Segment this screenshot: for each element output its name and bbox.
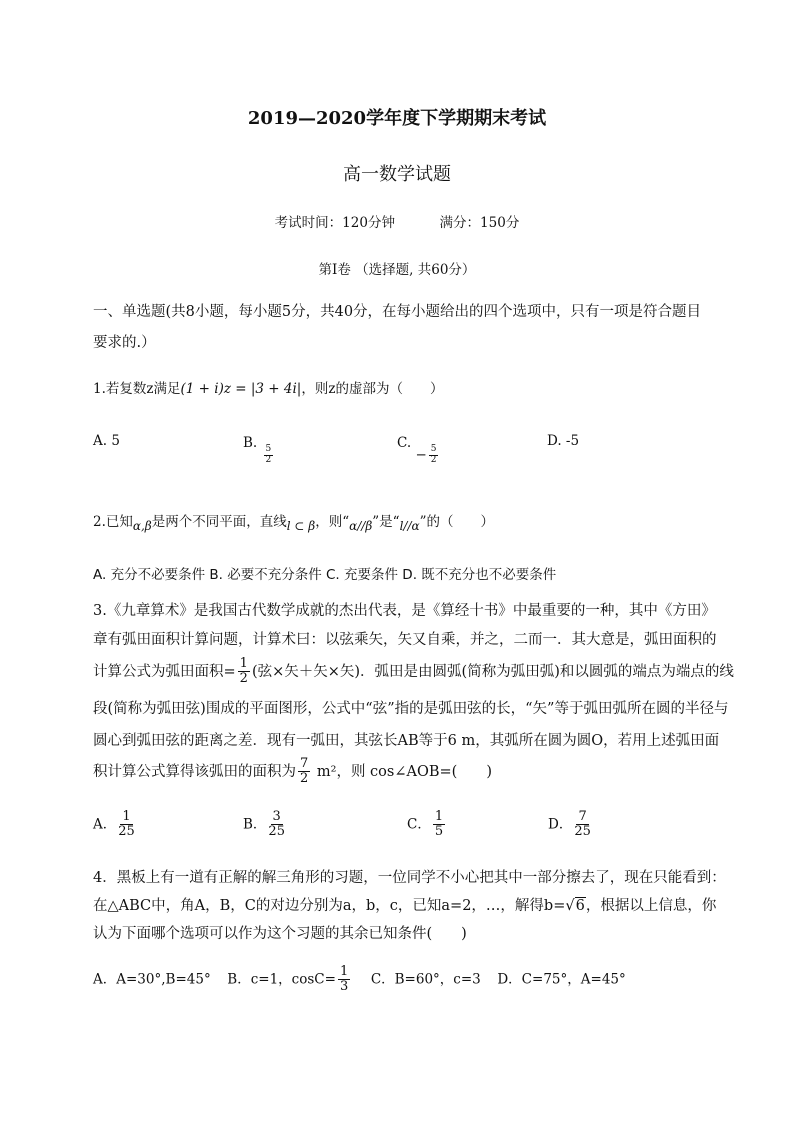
q3-option-c	[407, 810, 447, 840]
q2-options: A. 充分不必要条件 B. 必要不充分条件 C. 充要条件 D. 既不充分也不必要条件	[93, 567, 557, 583]
q3-line1: 3.《九章算术》是我国古代数学成就的杰出代表，是《算经十书》中最重要的一种，其中《方田》	[93, 603, 716, 619]
q1-option-c-label: C.	[397, 434, 412, 451]
q1-option-c	[397, 433, 440, 465]
q2-mid3: ”是“	[372, 514, 400, 530]
q4-b-den: 3	[339, 979, 349, 995]
q4-line2	[93, 894, 716, 915]
q1-option-d: D. -5	[547, 433, 580, 449]
q3-option-d-fraction	[574, 810, 591, 840]
exam-title: 2019—2020学年度下学期期末考试	[247, 108, 547, 129]
q3-d-den: 25	[574, 824, 591, 840]
q3-line6	[93, 757, 492, 787]
score-label: 满分：150分	[439, 215, 520, 231]
q3-line6-prefix: 积计算公式算得该弧田的面积为	[93, 763, 296, 780]
q4-line2-prefix: 在△ABC中，角A，B，C的对边分别为a，b，c，已知a=2，…，解得b=	[93, 898, 566, 914]
q3-option-b	[243, 810, 287, 840]
q1-suffix: ，则z的虚部为（ ）	[301, 381, 444, 397]
q3-option-c-label: C．	[407, 816, 431, 833]
q2-cond1: α//β	[349, 519, 373, 533]
q4-line3: 认为下面哪个选项可以作为这个习题的其余已知条件( )	[93, 926, 467, 942]
time-label: 考试时间：120分钟	[274, 215, 395, 231]
q1-option-b-fraction	[264, 445, 274, 466]
q3-c-num: 1	[434, 809, 444, 824]
q4-sqrt-value: 6	[575, 898, 585, 914]
q3-formula-fraction	[238, 657, 250, 687]
q3-line6-suffix: m²，则 cos∠AOB=( )	[312, 763, 492, 780]
q2-cond2: l//α	[399, 519, 420, 533]
q2-mid1: 是两个不同平面，直线	[151, 514, 287, 530]
q3-line2: 章有弧田面积计算问题，计算术曰：以弦乘矢，矢又自乘，并之，二而一．其大意是，弧田面积的	[93, 632, 717, 648]
q3-formula-num: 1	[239, 656, 248, 671]
q3-option-d-label: D．	[548, 816, 573, 833]
q1-b-num: 5	[265, 444, 272, 454]
section1-heading-line1: 一、单选题(共8小题，每小题5分，共40分，在每小题给出的四个选项中，只有一项是符合题目	[93, 304, 702, 320]
q3-a-den: 25	[118, 824, 135, 840]
q3-b-den: 25	[268, 824, 285, 840]
q2-line-rel: l ⊂ β	[286, 519, 316, 533]
volume-label: 第I卷 （选择题, 共60分）	[318, 262, 476, 278]
q4-option-b-fraction	[338, 965, 350, 995]
q3-formula-den: 2	[239, 671, 248, 687]
q3-option-c-fraction	[433, 810, 445, 840]
q4-option-d: D．C=75°，A=45°	[497, 971, 626, 988]
subject-title: 高一数学试题	[343, 164, 451, 185]
q4-line1: 4．黑板上有一道有正解的解三角形的习题，一位同学不小心把其中一部分擦去了，现在只能看到：	[93, 870, 726, 886]
q1-c-sign: −	[415, 446, 427, 463]
q1-prefix: 1.若复数z满足	[93, 381, 181, 397]
q4-line2-suffix: ，根据以上信息，你	[585, 898, 717, 914]
q3-option-a-label: A．	[93, 816, 117, 833]
q1-formula: (1 + i)z = |3 + 4i|	[180, 381, 302, 397]
q3-option-b-label: B．	[243, 816, 267, 833]
q2-mid2: ，则“	[315, 514, 350, 530]
q2-planes: α,β	[132, 519, 152, 533]
q3-d-num: 7	[578, 809, 587, 824]
q3-c-den: 5	[434, 824, 444, 840]
q3-line3-suffix: (弦×矢＋矢×矢)．弧田是由圆弧(简称为弧田弧)和以圆弧的端点为端点的线	[251, 663, 734, 680]
q4-option-b-prefix: B．c=1，cosC=	[227, 971, 336, 988]
q4-option-a: A．A=30°,B=45°	[93, 971, 211, 988]
q3-line5: 圆心到弧田弦的距离之差．现有一弧田，其弦长AB等于6 m，其弧所在圆为圆O，若用上述弧田面	[93, 733, 720, 749]
q3-area-den: 2	[300, 771, 309, 787]
q4-b-num: 1	[339, 964, 349, 979]
q3-b-num: 3	[272, 809, 281, 824]
q1-b-den: 2	[265, 454, 272, 465]
q1-stem	[93, 377, 443, 397]
q4-option-c: C．B=60°，c=3	[370, 971, 481, 988]
q1-c-den: 2	[430, 454, 437, 465]
q1-option-b-label: B.	[243, 434, 258, 451]
q3-line4: 段(简称为弧田弦)围成的平面图形，公式中“弦”指的是弧田弦的长，“矢”等于弧田弧所在圆的半径与	[93, 701, 729, 717]
section1-heading-line2: 要求的.）	[93, 335, 156, 351]
q3-option-a	[93, 810, 137, 840]
q3-area-fraction	[298, 757, 310, 787]
q1-option-a: A. 5	[93, 433, 120, 449]
q3-option-d	[548, 810, 593, 840]
q3-line3	[93, 657, 734, 687]
q1-c-num: 5	[430, 444, 437, 454]
q1-option-c-fraction	[429, 445, 439, 466]
q3-option-a-fraction	[118, 810, 135, 840]
exam-info	[0, 211, 794, 231]
q3-line3-prefix: 计算公式为弧田面积=	[93, 663, 236, 680]
q3-a-num: 1	[122, 809, 131, 824]
q2-suffix: ”的（ ）	[419, 514, 495, 530]
q4-options	[93, 965, 626, 995]
q1-option-b	[243, 433, 275, 465]
q4-sqrt-sign: √	[565, 898, 575, 914]
q3-option-b-fraction	[268, 810, 285, 840]
q2-stem	[93, 510, 495, 533]
q2-prefix: 2.已知	[93, 514, 133, 530]
q3-area-num: 7	[300, 756, 309, 771]
